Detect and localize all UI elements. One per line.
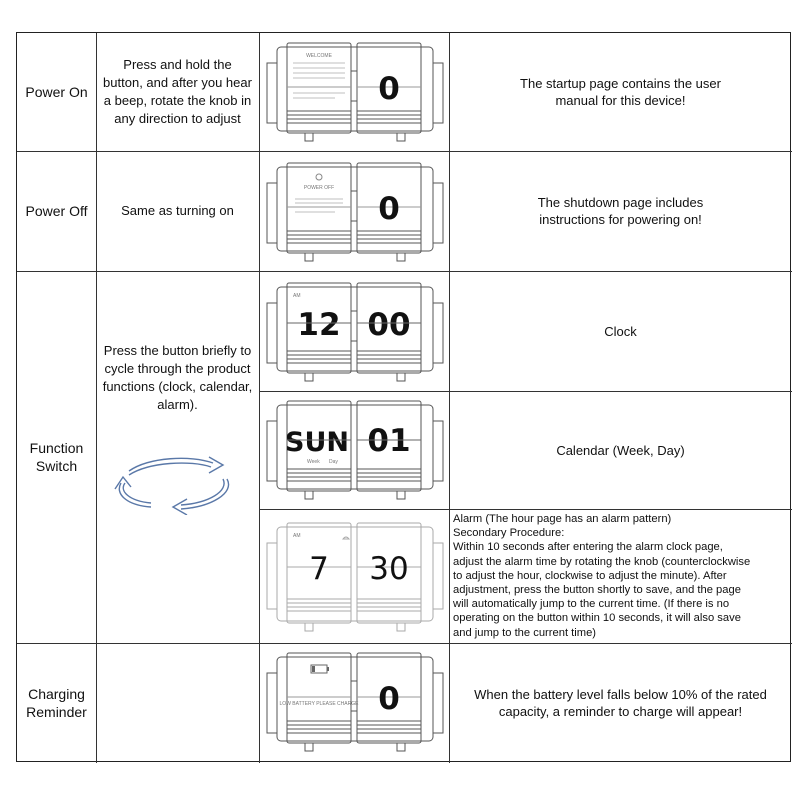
- power-on-instruction: Press and hold the button, and after you hear a beep, rotate the knob in any direction to adjust: [103, 57, 252, 126]
- am-indicator: AM: [293, 533, 301, 539]
- display-left: SUN: [285, 427, 349, 458]
- charging-note: When the battery level falls below 10% of the rated capacity, a reminder to charge will appear!: [474, 687, 767, 719]
- alarm-note-line: operating on the button within 10 seconds, it will also save: [453, 612, 741, 625]
- function-switch-label: Function Switch: [29, 440, 84, 474]
- alarm-note-line: Alarm (The hour page has an alarm pattern): [453, 513, 672, 525]
- day-label: Day: [329, 459, 338, 465]
- week-label: Week: [307, 459, 320, 465]
- device-welcome-illustration: [265, 41, 445, 145]
- power-on-note: The startup page contains the user manual for this device!: [520, 76, 721, 108]
- col-divider: [259, 33, 260, 763]
- alarm-note-line: Within 10 seconds after entering the alarm clock page,: [453, 541, 723, 554]
- battery-icon: [311, 665, 329, 673]
- display-right: 00: [367, 307, 411, 343]
- power-off-note: The shutdown page includes instructions for powering on!: [537, 195, 704, 227]
- display-left: 7: [309, 551, 329, 587]
- alarm-note-line: will automatically jump to the current time. (If there is no: [453, 598, 730, 611]
- device-alarm-illustration: [265, 519, 445, 637]
- alarm-note-line: Secondary Procedure:: [453, 527, 565, 540]
- alarm-note-line: adjustment, press the button shortly to save, and the page: [453, 584, 741, 597]
- device-clock-illustration: [265, 281, 445, 385]
- display-right: 0: [378, 191, 400, 227]
- screen-title: WELCOME: [306, 53, 332, 59]
- power-off-label: Power Off: [25, 203, 88, 219]
- alarm-note-line: adjust the alarm time by rotating the knob (counterclockwise: [453, 555, 751, 568]
- alarm-note-line: and jump to the current time): [453, 626, 597, 639]
- display-right: 01: [367, 423, 411, 459]
- display-right: 30: [369, 551, 409, 587]
- calendar-note: Calendar (Week, Day): [556, 442, 685, 458]
- alarm-note-line: to adjust the hour, clockwise to adjust the minute). After: [453, 569, 727, 582]
- screen-title: LOW BATTERY PLEASE CHARGE: [279, 701, 359, 707]
- cycle-arrows-icon: [111, 453, 237, 515]
- device-low-battery-illustration: [265, 651, 445, 755]
- device-power-off-illustration: [265, 161, 445, 265]
- screen-title: POWER OFF: [303, 185, 335, 191]
- am-indicator: AM: [293, 293, 301, 299]
- display-right: 0: [378, 71, 400, 107]
- clock-note: Clock: [604, 323, 637, 339]
- alarm-note: [449, 509, 792, 643]
- charging-label: Charging Reminder: [26, 686, 87, 720]
- device-calendar-illustration: [265, 399, 445, 503]
- display-left: 12: [297, 307, 341, 343]
- display-right: 0: [378, 681, 400, 717]
- function-table: [16, 32, 791, 762]
- power-off-instruction: Same as turning on: [121, 203, 234, 218]
- power-on-label: Power On: [25, 84, 88, 100]
- function-switch-instruction: Press the button briefly to cycle through the product functions (clock, calendar, alarm).: [102, 343, 253, 412]
